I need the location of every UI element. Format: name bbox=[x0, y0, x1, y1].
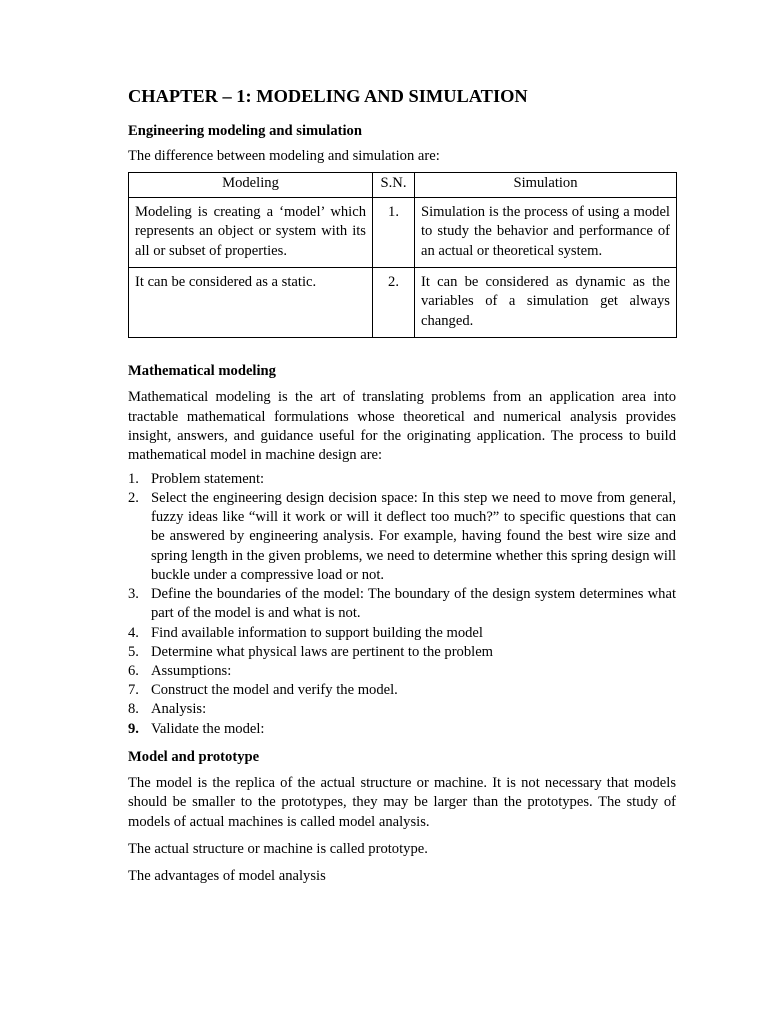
list-number: 7. bbox=[128, 682, 139, 699]
list-number: 8. bbox=[128, 701, 139, 718]
section-heading-engineering-modeling: Engineering modeling and simulation bbox=[128, 123, 362, 139]
comparison-table bbox=[128, 172, 677, 338]
chapter-title: CHAPTER – 1: MODELING AND SIMULATION bbox=[128, 86, 528, 106]
list-item bbox=[128, 585, 676, 623]
mathematical-modeling-paragraph: Mathematical modeling is the art of translating problems from an application area into tractable mathematical formulations whose theoretical and numerical analysis provides insight, answers, and guidance useful for the originating application. The process to build mathematical model in machine design are: bbox=[128, 389, 676, 464]
list-item bbox=[128, 624, 676, 643]
list-item bbox=[128, 489, 676, 585]
section-heading-model-prototype: Model and prototype bbox=[128, 748, 260, 765]
list-item-text: Validate the model: bbox=[151, 720, 265, 737]
header-sn: S.N. bbox=[373, 173, 415, 197]
prototype-definition: The actual structure or machine is called prototype. bbox=[128, 840, 428, 857]
list-item-text: Determine what physical laws are pertinent to the problem bbox=[151, 643, 494, 660]
list-item bbox=[128, 470, 676, 489]
modeling-steps-list bbox=[128, 470, 676, 739]
advantages-intro: The advantages of model analysis bbox=[128, 868, 326, 885]
header-simulation: Simulation bbox=[415, 173, 677, 197]
model-prototype-paragraph: The model is the replica of the actual structure or machine. It is not necessary that models should be smaller to the prototypes, they may be larger than the prototypes. The study of models of actual machines is called model analysis. bbox=[128, 774, 676, 830]
header-modeling: Modeling bbox=[129, 173, 373, 197]
list-item-text: Select the engineering design decision space: In this step we need to move from general, fuzzy ideas like “will it work or will it deflect too much?” to specific questions that can be answered by engineering analysis. For example, having found the best wire size and spring length in the given problems, we need to determine whether this spring design will buckle under a compressive load or not. bbox=[151, 490, 676, 583]
list-number: 6. bbox=[128, 662, 139, 679]
modeling-cell: It can be considered as a static. bbox=[129, 268, 373, 338]
sn-cell: 1. bbox=[373, 197, 415, 267]
list-item-text: Construct the model and verify the model. bbox=[151, 682, 398, 699]
simulation-cell: It can be considered as dynamic as the variables of a simulation get always changed. bbox=[415, 268, 677, 338]
list-item-text: Problem statement: bbox=[151, 470, 265, 487]
table-intro-text: The difference between modeling and simulation are: bbox=[128, 148, 440, 164]
section-heading-mathematical-modeling: Mathematical modeling bbox=[128, 363, 276, 380]
list-item-text: Assumptions: bbox=[151, 662, 232, 679]
document-page bbox=[128, 84, 676, 887]
list-number: 4. bbox=[128, 624, 139, 641]
modeling-cell: Modeling is creating a ‘model’ which represents an object or system with its all or subset of properties. bbox=[129, 197, 373, 267]
list-number: 1. bbox=[128, 470, 139, 487]
list-number: 3. bbox=[128, 586, 139, 603]
sn-cell: 2. bbox=[373, 268, 415, 338]
list-item-text: Find available information to support building the model bbox=[151, 624, 483, 641]
list-item-text: Analysis: bbox=[151, 701, 207, 718]
list-item bbox=[128, 681, 676, 700]
list-item bbox=[128, 643, 676, 662]
table-header-row bbox=[129, 173, 677, 197]
list-number: 9. bbox=[128, 720, 139, 737]
list-number: 2. bbox=[128, 490, 139, 507]
list-item bbox=[128, 662, 676, 681]
table-row bbox=[129, 197, 677, 267]
list-item bbox=[128, 700, 676, 719]
simulation-cell: Simulation is the process of using a model to study the behavior and performance of an actual or theoretical system. bbox=[415, 197, 677, 267]
list-item-text: Define the boundaries of the model: The boundary of the design system determines what part of the model is and what is not. bbox=[151, 586, 676, 622]
table-row bbox=[129, 268, 677, 338]
list-item bbox=[128, 720, 676, 739]
list-number: 5. bbox=[128, 643, 139, 660]
